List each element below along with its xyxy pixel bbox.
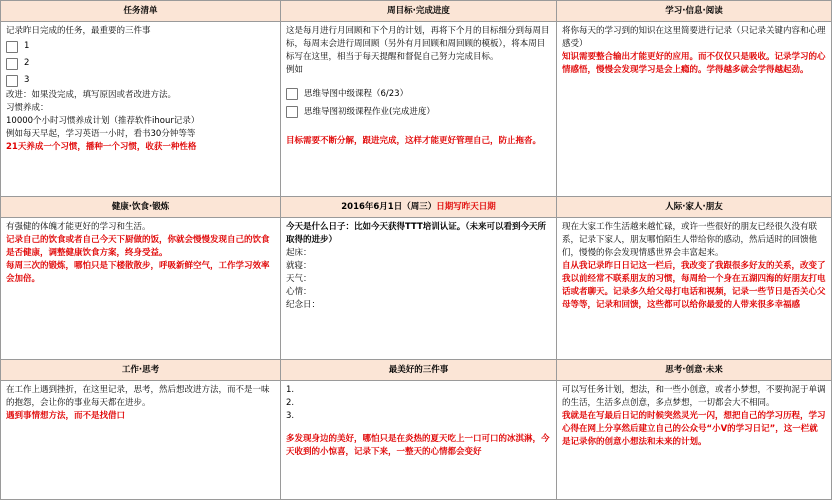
health-cell (0, 196, 281, 360)
study-header: 学习·信息·阅读 (557, 1, 831, 22)
checkbox-icon[interactable] (6, 75, 18, 87)
relations-header: 人际·家人·朋友 (557, 197, 831, 218)
good-things-tip: 多发现身边的美好，哪怕只是在炎热的夏天吃上一口可口的冰淇淋，今天收到的小惊喜，记录下来，一整天的心情都会变好 (286, 434, 550, 457)
health-diet-tip: 记录自己的饮食或者自己今天下厨做的饭，你就会慢慢发现自己的饮食是否健康，调整健康饮食方案，终身受益。 (6, 235, 270, 258)
study-desc: 将你每天的学习到的知识在这里简要进行记录（只记录关键内容和心理感受） (562, 26, 826, 49)
ideas-desc: 可以写任务计划，想法，和一些小创意，或者小梦想，不要拘泥于单调的生活，生活多点创意，多点梦想，一切都会大不相同。 (562, 385, 826, 408)
field-mood[interactable]: 心情： (286, 287, 312, 297)
task-list-cell (0, 0, 281, 197)
work-desc: 在工作上遇到挫折，在这里记录，思考，然后想改进方法，而不是一味的抱怨，会让你的事业每天都在进步。 (6, 385, 270, 408)
today-header (281, 197, 556, 218)
field-wake[interactable]: 起床： (286, 248, 312, 258)
task-list-intro: 记录昨日完成的任务，最重要的三件事 (6, 26, 151, 36)
habit-example: 例如每天早起，学习英语一小时，看书30分钟等等 (6, 129, 196, 139)
study-cell (556, 0, 832, 197)
weekly-goal-header: 周目标·完成进度 (281, 1, 556, 22)
ideas-cell (556, 359, 832, 500)
good-thing-item[interactable]: 2. (286, 398, 295, 408)
checkbox-icon[interactable] (286, 88, 298, 100)
work-header: 工作·思考 (1, 360, 280, 381)
today-date-hint: 日期写昨天日期 (436, 202, 496, 212)
today-date: 2016年6月1日（周三） (341, 202, 437, 212)
today-cell (280, 196, 557, 360)
good-thing-item[interactable]: 3. (286, 411, 295, 421)
weekly-goal-tip: 目标需要不断分解，跟进完成，这样才能更好管理自己，防止拖沓。 (286, 136, 542, 146)
good-things-cell (280, 359, 557, 500)
field-weather[interactable]: 天气： (286, 274, 312, 284)
ideas-tip: 我就是在写最后日记的时候突然灵光一闪，想把自己的学习历程，学习心得在网上分享然后建立自己的公众号“小V的学习日记”，这一栏就是记录你的创意小想法和未来的计划。 (562, 411, 826, 447)
checkbox-icon[interactable] (6, 58, 18, 70)
task-list-header: 任务清单 (1, 1, 280, 22)
task-item[interactable]: 3 (6, 72, 275, 89)
weekly-goal-example: 例如 (286, 65, 304, 75)
habit-plan: 10000个小时习惯养成计划（推荐软件ihour记录） (6, 116, 200, 126)
health-exercise-tip: 每周三次的锻炼，哪怕只是下楼散散步，呼吸新鲜空气，工作学习效率会加倍。 (6, 261, 270, 284)
weekly-goal-desc: 这是每月进行月回顾和下个月的计划，再将下个月的目标细分到每周目标，每周末会进行周回顾（另外有月回顾和周回顾的模板），将本周目标写在这里，相当于每天提醒和督促自己努力完成目标。 (286, 26, 550, 62)
ideas-header: 思考·创意·未来 (557, 360, 831, 381)
good-things-header: 最美好的三件事 (281, 360, 556, 381)
relations-cell (556, 196, 832, 360)
habit-tip: 21天养成一个习惯，播种一个习惯，收获一种性格 (6, 142, 197, 152)
goal-item[interactable]: 思维导图初级课程作业(完成进度） (286, 103, 551, 121)
health-desc: 有强健的体魄才能更好的学习和生活。 (6, 222, 151, 232)
goal-item[interactable]: 思维导图中级课程（6/23） (286, 85, 551, 103)
good-thing-item[interactable]: 1. (286, 385, 295, 395)
today-summary: 今天是什么日子：比如今天获得TTT培训认证。（未来可以看到今天所取得的进步） (286, 222, 547, 245)
study-tip: 知识需要整合输出才能更好的应用。而不仅仅只是吸收。记录学习的心情感悟，慢慢会发现学习是会上瘾的。学得越多就会学得越起劲。 (562, 52, 826, 75)
work-tip: 遇到事情想方法，而不是找借口 (6, 411, 126, 421)
task-item[interactable]: 2 (6, 55, 275, 72)
task-list-improve: 改进：如果没完成，填写原因或者改进方法。 (6, 90, 177, 100)
relations-desc: 现在大家工作生活越来越忙碌，或许一些很好的朋友已经很久没有联系，记录下家人，朋友哪怕陌生人带给你的感动，然后适时的回馈他们，慢慢的你会发现情感世界会丰富起来。 (562, 222, 818, 258)
habit-label: 习惯养成： (6, 103, 49, 113)
task-item[interactable]: 1 (6, 38, 275, 55)
relations-tip: 自从我记录昨日日记这一栏后，我改变了我跟很多好友的关系，改变了我以前经常不联系朋友的习惯，每周给一个身在五湖四海的好朋友打电话或者聊天。记录多久给父母打电话和视频，记录一些节日是否关心父母等等，记录和回馈，这些都可以给你最爱的人带来很多幸福感 (562, 261, 826, 310)
checkbox-icon[interactable] (6, 41, 18, 53)
checkbox-icon[interactable] (286, 106, 298, 118)
weekly-goal-cell (280, 0, 557, 197)
health-header: 健康·饮食·锻炼 (1, 197, 280, 218)
field-sleep[interactable]: 就寝： (286, 261, 312, 271)
work-cell (0, 359, 281, 500)
field-anniversary[interactable]: 纪念日： (286, 300, 321, 310)
